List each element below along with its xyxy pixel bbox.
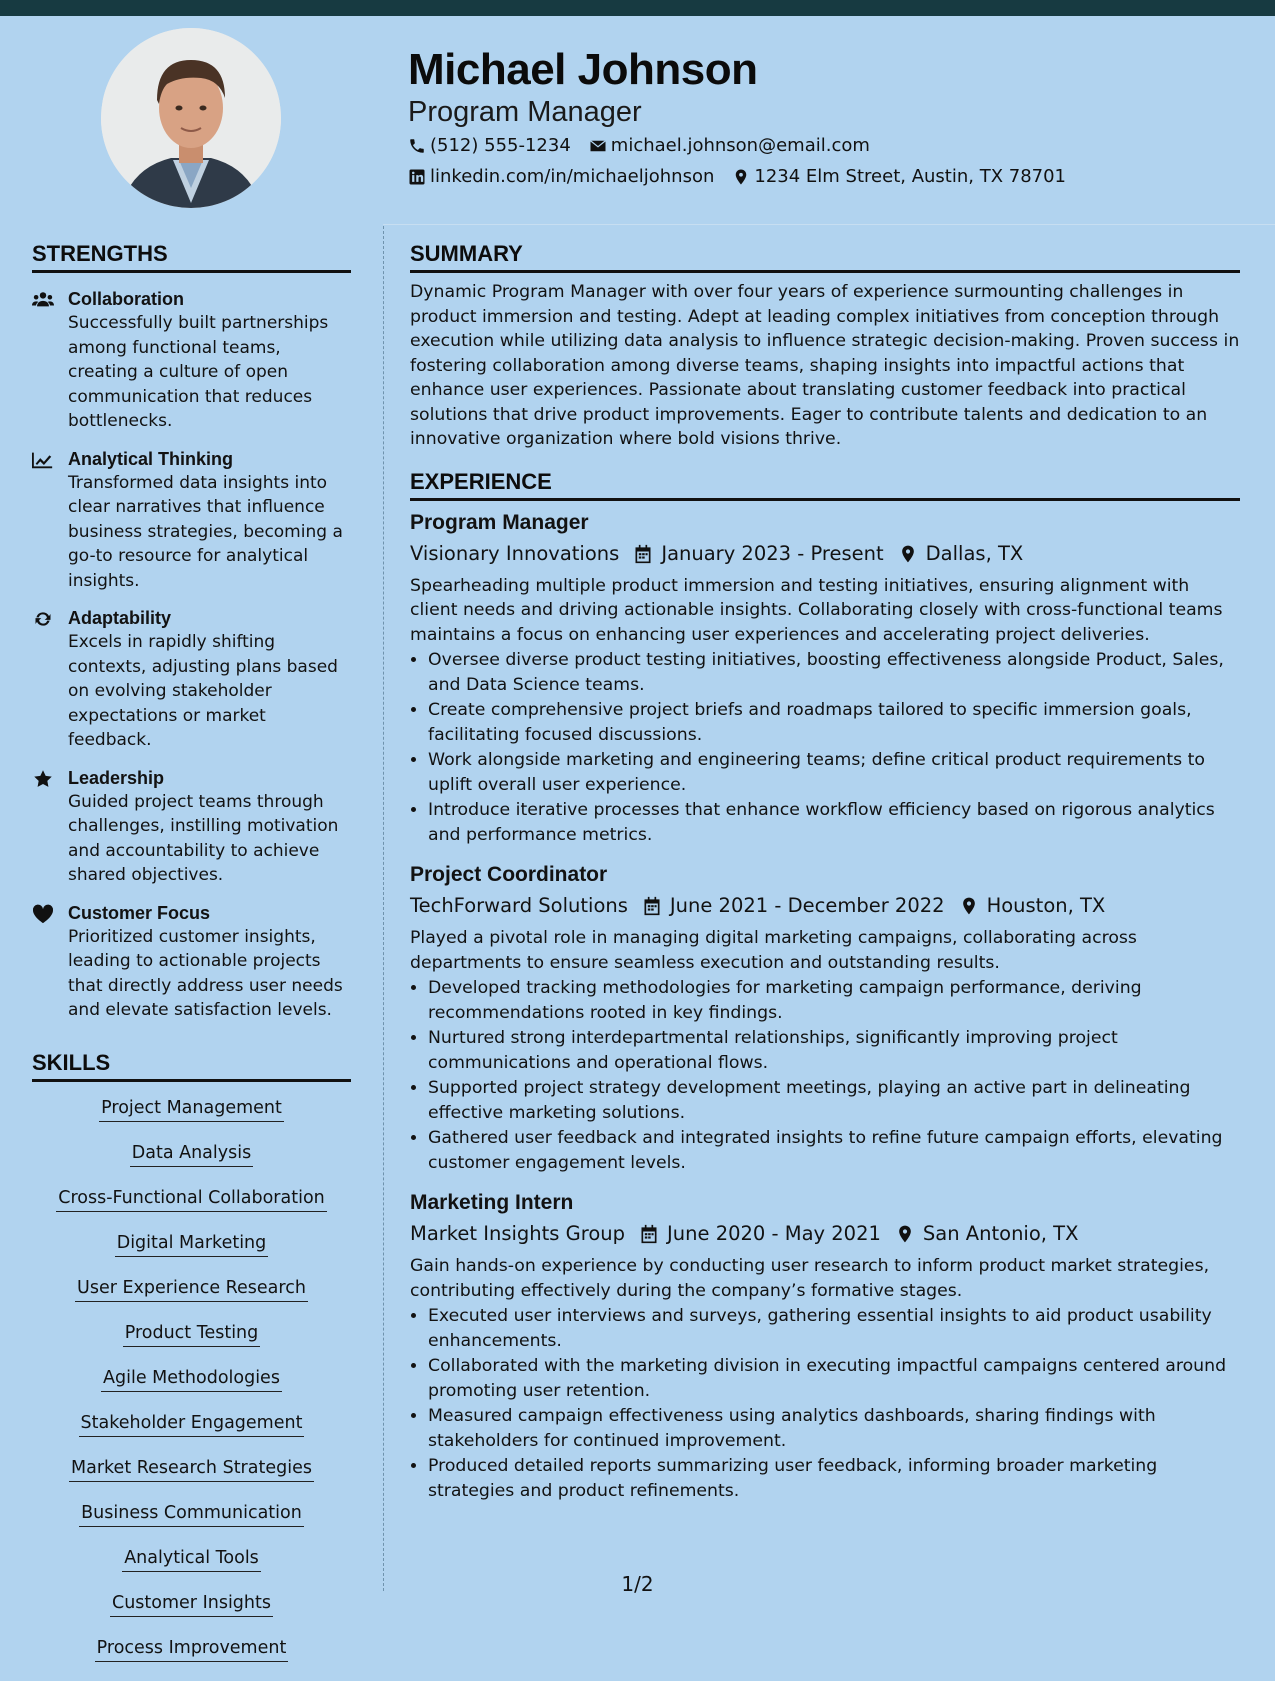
contact-row-1 bbox=[408, 134, 888, 158]
skill-tag: Analytical Tools bbox=[122, 1546, 261, 1572]
strength-desc: Prioritized customer insights, leading to actionable projects that directly address user needs and elevate satisfaction levels. bbox=[68, 926, 343, 1020]
job-description: Gain hands-on experience by conducting user research to inform product market strategies, contributing effectively during the company’s formative stages. bbox=[410, 1256, 1210, 1301]
strengths-heading: STRENGTHS bbox=[32, 240, 351, 273]
left-column bbox=[32, 240, 351, 1681]
chart-line-icon bbox=[32, 450, 54, 470]
job-company: TechForward Solutions bbox=[410, 894, 628, 917]
strength-title: Adaptability bbox=[68, 608, 172, 628]
job-dates: June 2021 - December 2022 bbox=[669, 894, 945, 917]
bullet-item: • Gathered user feedback and integrated insights to refine future campaign efforts, elevating customer engagement levels. bbox=[428, 1126, 1240, 1175]
map-pin-icon bbox=[895, 1224, 915, 1244]
users-icon bbox=[32, 290, 54, 310]
top-accent-bar bbox=[0, 0, 1275, 16]
strength-desc: Excels in rapidly shifting contexts, adjusting plans based on evolving stakeholder expectations or market feedback. bbox=[68, 632, 338, 750]
map-pin-icon bbox=[898, 544, 918, 564]
bullet-item: • Measured campaign effectiveness using analytics dashboards, sharing findings with stakeholders for continued improvement. bbox=[428, 1404, 1240, 1453]
skills-heading: SKILLS bbox=[32, 1049, 351, 1082]
bullet-item: • Executed user interviews and surveys, gathering essential insights to aid product usability enhancements. bbox=[428, 1304, 1240, 1353]
job-role: Marketing Intern bbox=[410, 1191, 574, 1214]
header-separator bbox=[383, 224, 1275, 225]
job-bullets bbox=[410, 1304, 1240, 1503]
bullet-item: • Introduce iterative processes that enhance workflow efficiency based on rigorous analytics and performance metrics. bbox=[428, 798, 1240, 847]
job-location: Dallas, TX bbox=[925, 541, 1024, 565]
skill-tag: Stakeholder Engagement bbox=[79, 1411, 305, 1437]
heart-icon bbox=[32, 904, 54, 924]
skill-tag: Product Testing bbox=[123, 1321, 261, 1347]
phone-item bbox=[408, 134, 571, 158]
strength-title: Customer Focus bbox=[68, 902, 211, 923]
candidate-title: Program Manager bbox=[408, 96, 642, 128]
strength-title: Analytical Thinking bbox=[68, 448, 234, 469]
bullet-item: • Collaborated with the marketing division in executing impactful campaigns centered around promoting user retention. bbox=[428, 1354, 1240, 1403]
job-company: Visionary Innovations bbox=[410, 541, 620, 565]
bullet-item: • Supported project strategy development meetings, playing an active part in delineating effective marketing solutions. bbox=[428, 1076, 1240, 1125]
map-pin-icon bbox=[959, 896, 979, 916]
bullet-item: • Nurtured strong interdepartmental relationships, significantly improving project communications and operational flows. bbox=[428, 1026, 1240, 1075]
job-bullets bbox=[410, 976, 1240, 1175]
skill-tag: Business Communication bbox=[79, 1501, 304, 1527]
job-entry bbox=[410, 861, 1240, 1175]
star-icon bbox=[32, 769, 54, 789]
skill-tag: Market Research Strategies bbox=[69, 1456, 314, 1482]
bullet-item: • Oversee diverse product testing initiatives, boosting effectiveness alongside Product, Sales, and Data Science teams. bbox=[428, 648, 1240, 697]
calendar-icon bbox=[639, 1224, 659, 1244]
calendar-icon bbox=[633, 544, 653, 564]
skill-tag: Project Management bbox=[99, 1096, 284, 1122]
experience-heading: EXPERIENCE bbox=[410, 468, 1240, 501]
skill-tag: Customer Insights bbox=[110, 1591, 273, 1617]
job-company: Market Insights Group bbox=[410, 1222, 626, 1245]
job-description: Spearheading multiple product immersion and testing initiatives, ensuring alignment with client needs and driving actionable insights. Collaborating closely with cross-functional teams maintains a focus on enhancing user experiences and accelerating project deliveries. bbox=[410, 575, 1223, 645]
job-location: Houston, TX bbox=[986, 894, 1106, 917]
bullet-item: • Create comprehensive project briefs and roadmaps tailored to specific immersion goals, facilitating focused discussions. bbox=[428, 698, 1240, 747]
job-bullets bbox=[410, 648, 1240, 847]
column-divider bbox=[383, 226, 384, 1591]
strength-item bbox=[32, 606, 351, 753]
bullet-item: • Work alongside marketing and engineering teams; define critical product requirements to uplift overall user experience. bbox=[428, 748, 1240, 797]
job-role: Program Manager bbox=[410, 510, 589, 534]
strength-desc: Successfully built partnerships among functional teams, creating a culture of open communication that reduces bottlenecks. bbox=[68, 313, 329, 431]
strength-item bbox=[32, 766, 351, 888]
job-dates: January 2023 - Present bbox=[661, 541, 884, 565]
strength-title: Leadership bbox=[68, 767, 165, 788]
job-role: Project Coordinator bbox=[410, 863, 608, 886]
job-entry bbox=[410, 1189, 1240, 1503]
summary-text: Dynamic Program Manager with over four years of experience surmounting challenges in product immersion and testing. Adept at leading complex initiatives from conception through execution while utilizing data analysis to influence strategic decision-making. Proven success in fostering collaboration among diverse teams, shaping insights into impactful actions that enhance user experiences. Passionate about translating customer feedback into practical solutions that drive product improvements. Eager to contribute talents and dedication to an innovative organization where bold visions thrive. bbox=[410, 282, 1240, 449]
bullet-item: • Developed tracking methodologies for marketing campaign performance, deriving recommendations rooted in key findings. bbox=[428, 976, 1240, 1025]
envelope-icon bbox=[589, 137, 607, 155]
summary-heading: SUMMARY bbox=[410, 240, 1240, 273]
job-meta bbox=[410, 540, 1240, 568]
job-dates: June 2020 - May 2021 bbox=[667, 1222, 881, 1245]
skill-tag: Data Analysis bbox=[130, 1141, 253, 1167]
job-meta bbox=[410, 1220, 1240, 1248]
page-number: 1/2 bbox=[621, 1572, 654, 1596]
strength-title: Collaboration bbox=[68, 289, 184, 309]
contact-row-2 bbox=[408, 165, 1084, 189]
linkedin-icon bbox=[408, 168, 426, 186]
map-pin-icon bbox=[732, 168, 750, 186]
linkedin-item[interactable] bbox=[408, 165, 714, 189]
right-column bbox=[410, 240, 1240, 1503]
phone-icon bbox=[408, 137, 426, 155]
strength-item bbox=[32, 901, 351, 1023]
strength-desc: Transformed data insights into clear narratives that influence business strategies, becoming a go-to resource for analytical insights. bbox=[68, 472, 343, 591]
email-item[interactable] bbox=[589, 134, 870, 158]
phone-text: (512) 555-1234 bbox=[430, 135, 571, 156]
sync-icon bbox=[32, 609, 54, 629]
skill-tag: Digital Marketing bbox=[115, 1231, 269, 1257]
strength-item bbox=[32, 287, 351, 434]
profile-photo bbox=[101, 28, 281, 208]
address-item bbox=[732, 165, 1066, 189]
bullet-item: • Produced detailed reports summarizing user feedback, informing broader marketing strategies and product refinements. bbox=[428, 1454, 1240, 1503]
skill-tag: Cross-Functional Collaboration bbox=[56, 1186, 327, 1212]
address-text: 1234 Elm Street, Austin, TX 78701 bbox=[754, 166, 1067, 187]
strength-desc: Guided project teams through challenges, instilling motivation and accountability to achieve shared objectives. bbox=[68, 791, 339, 885]
linkedin-text[interactable]: linkedin.com/in/michaeljohnson bbox=[430, 166, 715, 187]
strength-item bbox=[32, 447, 351, 594]
job-description: Played a pivotal role in managing digital marketing campaigns, collaborating across departments to ensure seamless execution and outstanding results. bbox=[410, 928, 1137, 973]
calendar-icon bbox=[642, 896, 662, 916]
candidate-name: Michael Johnson bbox=[408, 45, 758, 94]
job-entry bbox=[410, 509, 1240, 848]
job-location: San Antonio, TX bbox=[922, 1222, 1079, 1245]
skill-tag: User Experience Research bbox=[75, 1276, 308, 1302]
skill-tag: Agile Methodologies bbox=[101, 1366, 282, 1392]
skill-tag: Process Improvement bbox=[95, 1636, 289, 1662]
job-meta bbox=[410, 892, 1240, 920]
email-text[interactable]: michael.johnson@email.com bbox=[610, 135, 870, 156]
